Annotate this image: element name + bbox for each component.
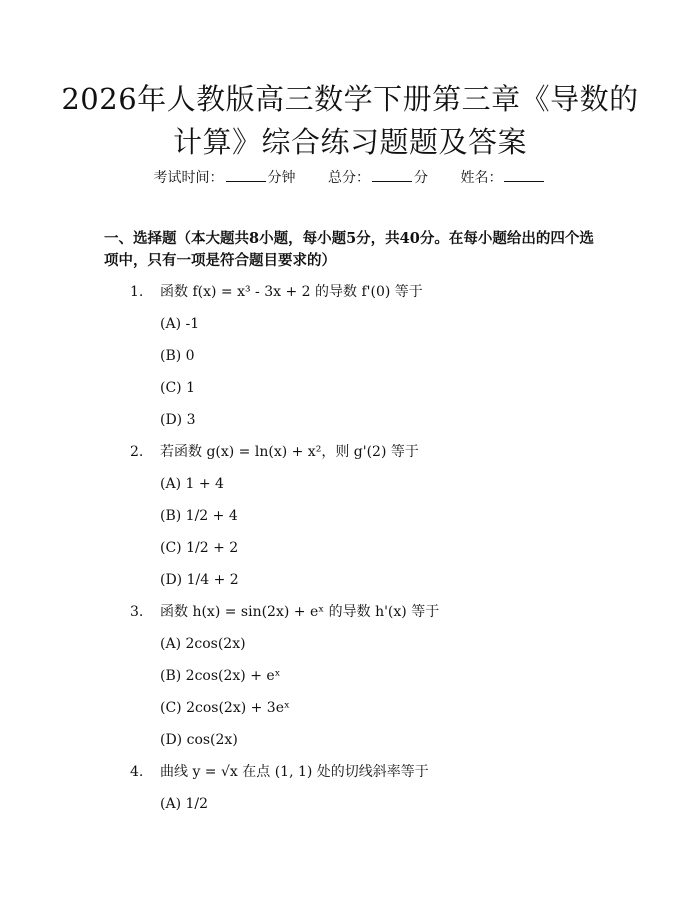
total-score-blank <box>372 168 412 182</box>
exam-time-field <box>154 168 296 188</box>
exam-time-blank <box>226 168 266 182</box>
question-number: 4. <box>130 764 144 780</box>
q4-option-a: (A) 1/2 <box>160 796 209 812</box>
q1-option-c: (C) 1 <box>160 380 195 396</box>
total-score-label: 总分： <box>328 170 370 186</box>
question-text: 函数 f(x) = x³ - 3x + 2 的导数 f'(0) 等于 <box>160 284 423 300</box>
section-1-header: 一、选择题（本大题共8小题，每小题5分，共40分。在每小题给出的四个选项中，只有一项是符合题目要求的） <box>104 230 594 269</box>
question-number: 1. <box>130 284 144 300</box>
question-1 <box>130 282 423 302</box>
q3-option-c: (C) 2cos(2x) + 3eˣ <box>160 700 290 716</box>
q3-option-b: (B) 2cos(2x) + eˣ <box>160 668 281 684</box>
exam-info <box>0 168 700 188</box>
question-text: 函数 h(x) = sin(2x) + eˣ 的导数 h'(x) 等于 <box>160 604 440 620</box>
question-number: 3. <box>130 604 144 620</box>
q3-option-d: (D) cos(2x) <box>160 732 238 748</box>
title-line-2: 计算》综合练习题题及答案 <box>172 125 527 159</box>
name-label: 姓名： <box>460 170 503 186</box>
exam-time-label: 考试时间： <box>153 170 224 186</box>
question-3 <box>130 602 439 622</box>
q2-option-c: (C) 1/2 + 2 <box>160 540 239 556</box>
name-blank <box>504 168 544 182</box>
q2-option-b: (B) 1/2 + 4 <box>160 508 238 524</box>
title-line-1: 2026年人教版高三数学下册第三章《导数的 <box>61 82 639 116</box>
q1-option-b: (B) 0 <box>160 348 195 364</box>
question-text: 曲线 y = √x 在点 (1, 1) 处的切线斜率等于 <box>160 764 429 780</box>
question-4 <box>130 762 429 782</box>
q1-option-d: (D) 3 <box>160 412 196 428</box>
q3-option-a: (A) 2cos(2x) <box>160 636 246 652</box>
total-score-field <box>328 168 428 188</box>
total-score-unit: 分 <box>414 170 428 186</box>
q2-option-a: (A) 1 + 4 <box>160 476 224 492</box>
question-text: 若函数 g(x) = ln(x) + x²，则 g'(2) 等于 <box>160 444 419 460</box>
question-number: 2. <box>130 444 144 460</box>
name-field <box>460 168 546 188</box>
exam-time-unit: 分钟 <box>267 170 296 186</box>
q1-option-a: (A) -1 <box>160 316 200 332</box>
q2-option-d: (D) 1/4 + 2 <box>160 572 239 588</box>
document-title <box>60 78 640 164</box>
question-2 <box>130 442 419 462</box>
